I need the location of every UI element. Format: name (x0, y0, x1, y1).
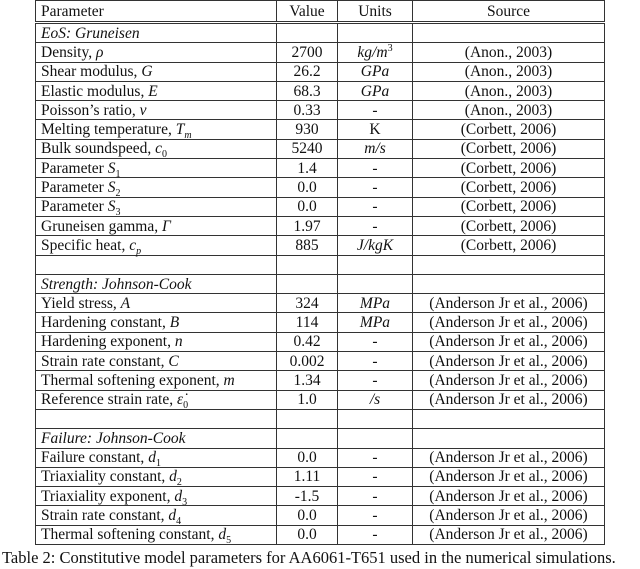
parameter-cell (36, 525, 277, 547)
header-units: Units (338, 1, 413, 23)
parameter-value: 0.33 (293, 101, 321, 119)
parameter-label: Hardening constant, (41, 314, 170, 332)
unit-text: MPa (359, 294, 391, 312)
unit-text: GPa (360, 82, 390, 100)
source-citation: (Corbett, 2006) (460, 179, 557, 197)
parameter-symbol: d (218, 526, 227, 544)
source-cell (413, 371, 605, 390)
value-cell (277, 467, 338, 486)
parameter-label: Triaxiality constant, (41, 468, 170, 486)
unit-text: - (372, 217, 378, 235)
parameter-label: Elastic modulus, (41, 82, 149, 100)
table-row (36, 178, 605, 197)
value-cell (277, 448, 338, 467)
value-cell (277, 525, 338, 544)
unit-text: - (372, 101, 378, 119)
parameter-value: 68.3 (293, 82, 321, 100)
table-row (36, 390, 605, 409)
units-cell (338, 274, 413, 293)
section-row (36, 274, 605, 293)
unit-text: - (372, 487, 378, 505)
value-cell (277, 178, 338, 197)
source-cell (413, 120, 605, 139)
source-cell (413, 178, 605, 197)
units-cell (338, 332, 413, 351)
value-cell (277, 43, 338, 62)
source-cell (413, 274, 605, 293)
value-cell (277, 120, 338, 139)
table-row (36, 62, 605, 81)
source-cell (413, 62, 605, 81)
parameter-symbol: G (141, 63, 153, 81)
parameter-cell (36, 43, 277, 62)
parameter-cell (36, 506, 277, 528)
parameter-label: Poisson’s ratio, (41, 101, 140, 119)
value-cell (277, 159, 338, 178)
table-row (36, 81, 605, 100)
table-row (36, 525, 605, 544)
parameter-symbol: S (107, 179, 116, 197)
value-cell (277, 255, 338, 274)
source-cell (413, 159, 605, 178)
source-citation: (Anderson Jr et al., 2006) (429, 352, 588, 370)
symbol-subscript: 5 (226, 535, 232, 547)
symbol-subscript: p (136, 246, 142, 257)
parameter-cell (36, 313, 277, 332)
units-cell (338, 236, 413, 255)
table-row (36, 101, 605, 120)
source-cell (413, 43, 605, 62)
parameter-value: 114 (295, 314, 319, 332)
value-cell (277, 429, 338, 448)
table-row (36, 159, 605, 178)
parameter-label: Density, (41, 43, 96, 61)
parameter-value: 885 (295, 236, 319, 254)
source-citation: (Anderson Jr et al., 2006) (429, 507, 588, 525)
parameter-cell (36, 332, 277, 351)
value-cell (277, 23, 338, 43)
source-citation: (Corbett, 2006) (460, 198, 557, 216)
parameter-cell (36, 159, 277, 178)
symbol-subscript: 1 (155, 458, 161, 470)
value-cell (277, 313, 338, 332)
parameter-label: Parameter (41, 179, 108, 197)
parameter-label: Hardening exponent, (41, 333, 175, 351)
parameter-cell (36, 390, 277, 412)
parameter-value: 1.11 (293, 468, 321, 486)
section-title: EoS: Gruneisen (41, 24, 140, 42)
parameter-symbol: ε̇ (176, 391, 184, 409)
symbol-subscript: 2 (115, 188, 121, 200)
parameter-value: 1.97 (293, 217, 321, 235)
source-citation: (Anderson Jr et al., 2006) (429, 526, 588, 544)
parameter-label: Bulk soundspeed, (41, 140, 156, 158)
value-cell (277, 139, 338, 158)
source-citation: (Anderson Jr et al., 2006) (429, 449, 588, 467)
units-cell (338, 390, 413, 409)
parameter-label: Thermal softening constant, (41, 526, 219, 544)
parameter-cell (36, 139, 277, 161)
units-cell (338, 43, 413, 62)
value-cell (277, 506, 338, 525)
source-cell (413, 352, 605, 371)
parameter-cell (36, 178, 277, 200)
parameter-value: 1.0 (297, 391, 317, 409)
parameter-label: Yield stress, (41, 294, 121, 312)
parameter-cell (36, 467, 277, 489)
units-cell (338, 429, 413, 448)
units-cell (338, 525, 413, 544)
units-cell (338, 506, 413, 525)
value-cell (277, 371, 338, 390)
parameter-label: Triaxiality exponent, (41, 487, 175, 505)
units-cell (338, 467, 413, 486)
parameter-symbol: c (129, 236, 137, 254)
parameter-value: 26.2 (293, 63, 321, 81)
value-cell (277, 294, 338, 313)
source-citation: (Anderson Jr et al., 2006) (429, 333, 588, 351)
source-cell (413, 487, 605, 506)
unit-text: - (372, 352, 378, 370)
unit-text: - (372, 198, 378, 216)
value-cell (277, 236, 338, 255)
parameter-cell (36, 448, 277, 470)
parameter-cell (36, 62, 277, 81)
units-cell (338, 448, 413, 467)
units-cell (338, 216, 413, 235)
parameter-label: Strain rate constant, (41, 507, 169, 525)
source-cell (413, 216, 605, 235)
value-cell (277, 409, 338, 428)
parameter-value: 930 (295, 121, 319, 139)
source-cell (413, 525, 605, 544)
unit-superscript: 3 (387, 42, 393, 54)
parameter-cell (36, 274, 277, 293)
parameter-value: 0.002 (289, 352, 325, 370)
parameter-symbol: d (169, 468, 177, 486)
source-cell (413, 294, 605, 313)
parameter-label: Failure constant, (41, 449, 149, 467)
parameter-cell (36, 294, 277, 313)
symbol-subscript: 0 (183, 400, 189, 412)
section-title: Failure: Johnson-Cook (41, 429, 186, 447)
parameter-value: 2700 (291, 43, 323, 61)
parameter-symbol: d (148, 449, 156, 467)
source-citation: (Corbett, 2006) (460, 236, 557, 254)
unit-text: - (372, 333, 378, 351)
source-cell (413, 390, 605, 409)
source-citation: (Anon., 2003) (464, 43, 553, 61)
symbol-subscript: 3 (182, 496, 188, 508)
units-cell (338, 101, 413, 120)
parameter-value: 0.0 (297, 179, 317, 197)
source-cell (413, 332, 605, 351)
source-cell (413, 236, 605, 255)
table-row (36, 467, 605, 486)
parameter-symbol: B (169, 314, 180, 332)
source-cell (413, 23, 605, 43)
parameter-label: Specific heat, (41, 236, 130, 254)
parameter-value: 1.34 (293, 371, 321, 389)
header-value: Value (277, 1, 338, 23)
source-citation: (Anderson Jr et al., 2006) (429, 468, 588, 486)
parameter-value: 0.0 (297, 449, 317, 467)
parameter-symbol: ν (139, 101, 147, 119)
parameter-cell (36, 255, 277, 274)
parameter-label: Strain rate constant, (41, 352, 169, 370)
source-citation: (Anderson Jr et al., 2006) (429, 487, 588, 505)
table-row (36, 448, 605, 467)
value-cell (277, 62, 338, 81)
unit-text: - (372, 468, 378, 486)
table-row (36, 236, 605, 255)
unit-text: MPa (359, 314, 391, 332)
source-cell (413, 506, 605, 525)
parameter-value: 0.0 (297, 526, 317, 544)
source-cell (413, 429, 605, 448)
parameter-value: 324 (295, 294, 319, 312)
symbol-subscript: 2 (176, 477, 182, 489)
table-row (36, 139, 605, 158)
source-cell (413, 197, 605, 216)
units-cell (338, 294, 413, 313)
unit-text: kg/m (357, 43, 388, 61)
parameter-label: Reference strain rate, (41, 391, 177, 409)
unit-text: - (372, 507, 378, 525)
table-row (36, 197, 605, 216)
section-row (36, 23, 605, 43)
source-cell (413, 467, 605, 486)
table-row (36, 120, 605, 139)
parameter-cell (36, 120, 277, 142)
source-citation: (Anderson Jr et al., 2006) (429, 371, 588, 389)
unit-text: GPa (360, 63, 390, 81)
parameter-label: Gruneisen gamma, (41, 217, 162, 235)
units-cell (338, 23, 413, 43)
units-cell (338, 313, 413, 332)
source-citation: (Corbett, 2006) (460, 121, 557, 139)
table-header-row (36, 1, 605, 23)
unit-text: m/s (364, 140, 386, 158)
unit-text: J/kgK (356, 236, 394, 254)
parameter-symbol: E (148, 82, 158, 100)
table-row (36, 216, 605, 235)
unit-text: - (372, 526, 378, 544)
table-caption: Table 2: Constitutive model parameters for AA6061-T651 used in the numerical simulations. (2, 548, 616, 567)
source-citation: (Anon., 2003) (464, 82, 553, 100)
unit-text: - (372, 449, 378, 467)
parameter-symbol: m (223, 371, 235, 389)
parameter-cell (36, 197, 277, 219)
table-row (36, 352, 605, 371)
value-cell (277, 487, 338, 506)
parameter-symbol: d (174, 487, 183, 505)
parameter-value: 0.0 (297, 198, 317, 216)
units-cell (338, 255, 413, 274)
parameter-cell (36, 23, 277, 43)
value-cell (277, 216, 338, 235)
source-cell (413, 81, 605, 100)
table-body (36, 23, 605, 545)
units-cell (338, 159, 413, 178)
unit-text: - (372, 179, 378, 197)
parameter-label: Melting temperature, (41, 121, 176, 139)
parameter-symbol: C (168, 352, 179, 370)
table-row (36, 506, 605, 525)
symbol-subscript: 1 (115, 168, 121, 180)
symbol-subscript: 4 (176, 516, 182, 528)
header-parameter: Parameter (36, 1, 277, 23)
parameter-symbol: A (120, 294, 131, 312)
parameter-symbol: c (155, 140, 162, 158)
source-cell (413, 255, 605, 274)
value-cell (277, 390, 338, 409)
parameter-value: 0.0 (297, 507, 317, 525)
source-citation: (Anderson Jr et al., 2006) (429, 314, 588, 332)
value-cell (277, 352, 338, 371)
unit-text: - (372, 371, 378, 389)
parameter-cell (36, 371, 277, 390)
units-cell (338, 139, 413, 158)
parameter-cell (36, 487, 277, 506)
blank-row (36, 409, 605, 428)
source-citation: (Anon., 2003) (464, 101, 553, 119)
parameter-label: Shear modulus, (41, 63, 142, 81)
table-row (36, 294, 605, 313)
units-cell (338, 62, 413, 81)
parameter-label: Parameter (41, 159, 108, 177)
parameter-cell (36, 429, 277, 448)
parameter-value: 0.42 (293, 333, 321, 351)
parameter-cell (36, 409, 277, 428)
parameter-label: Thermal softening exponent, (41, 371, 224, 389)
table-row (36, 371, 605, 390)
source-citation: (Corbett, 2006) (460, 159, 557, 177)
units-cell (338, 371, 413, 390)
value-cell (277, 332, 338, 351)
parameter-symbol: n (174, 333, 183, 351)
value-cell (277, 197, 338, 216)
symbol-subscript: 0 (161, 149, 167, 161)
parameter-cell (36, 352, 277, 371)
source-cell (413, 139, 605, 158)
source-citation: (Anon., 2003) (464, 63, 553, 81)
source-cell (413, 101, 605, 120)
units-cell (338, 409, 413, 428)
section-row (36, 429, 605, 448)
value-cell (277, 81, 338, 100)
symbol-subscript: 3 (115, 207, 121, 219)
blank-row (36, 255, 605, 274)
value-cell (277, 274, 338, 293)
table-row (36, 313, 605, 332)
table-row (36, 43, 605, 62)
symbol-subscript: m (184, 130, 192, 142)
units-cell (338, 487, 413, 506)
units-cell (338, 178, 413, 197)
parameter-cell (36, 236, 277, 255)
parameter-value: -1.5 (294, 487, 320, 505)
parameter-cell (36, 101, 277, 120)
parameter-cell (36, 216, 277, 235)
parameter-value: 5240 (291, 140, 323, 158)
header-source: Source (413, 1, 605, 23)
table-row (36, 487, 605, 506)
parameter-cell (36, 81, 277, 100)
parameter-symbol: ρ (95, 43, 104, 61)
units-cell (338, 81, 413, 100)
source-citation: (Corbett, 2006) (460, 140, 557, 158)
table-row (36, 332, 605, 351)
parameter-label: Parameter (41, 198, 108, 216)
unit-text: - (372, 159, 378, 177)
source-cell (413, 409, 605, 428)
units-cell (338, 120, 413, 139)
parameters-table (35, 0, 605, 545)
source-citation: (Corbett, 2006) (460, 217, 557, 235)
source-citation: (Anderson Jr et al., 2006) (429, 391, 588, 409)
source-cell (413, 448, 605, 467)
units-cell (338, 197, 413, 216)
parameter-symbol: Γ (161, 217, 171, 235)
units-cell (338, 352, 413, 371)
section-title: Strength: Johnson-Cook (41, 275, 192, 293)
parameter-symbol: S (107, 198, 116, 216)
parameter-symbol: d (168, 507, 177, 525)
parameter-symbol: S (107, 159, 116, 177)
unit-text: K (369, 121, 381, 139)
unit-text: /s (369, 391, 381, 409)
source-citation: (Anderson Jr et al., 2006) (429, 294, 588, 312)
parameter-symbol: T (175, 121, 185, 139)
source-cell (413, 313, 605, 332)
parameter-value: 1.4 (297, 159, 317, 177)
value-cell (277, 101, 338, 120)
